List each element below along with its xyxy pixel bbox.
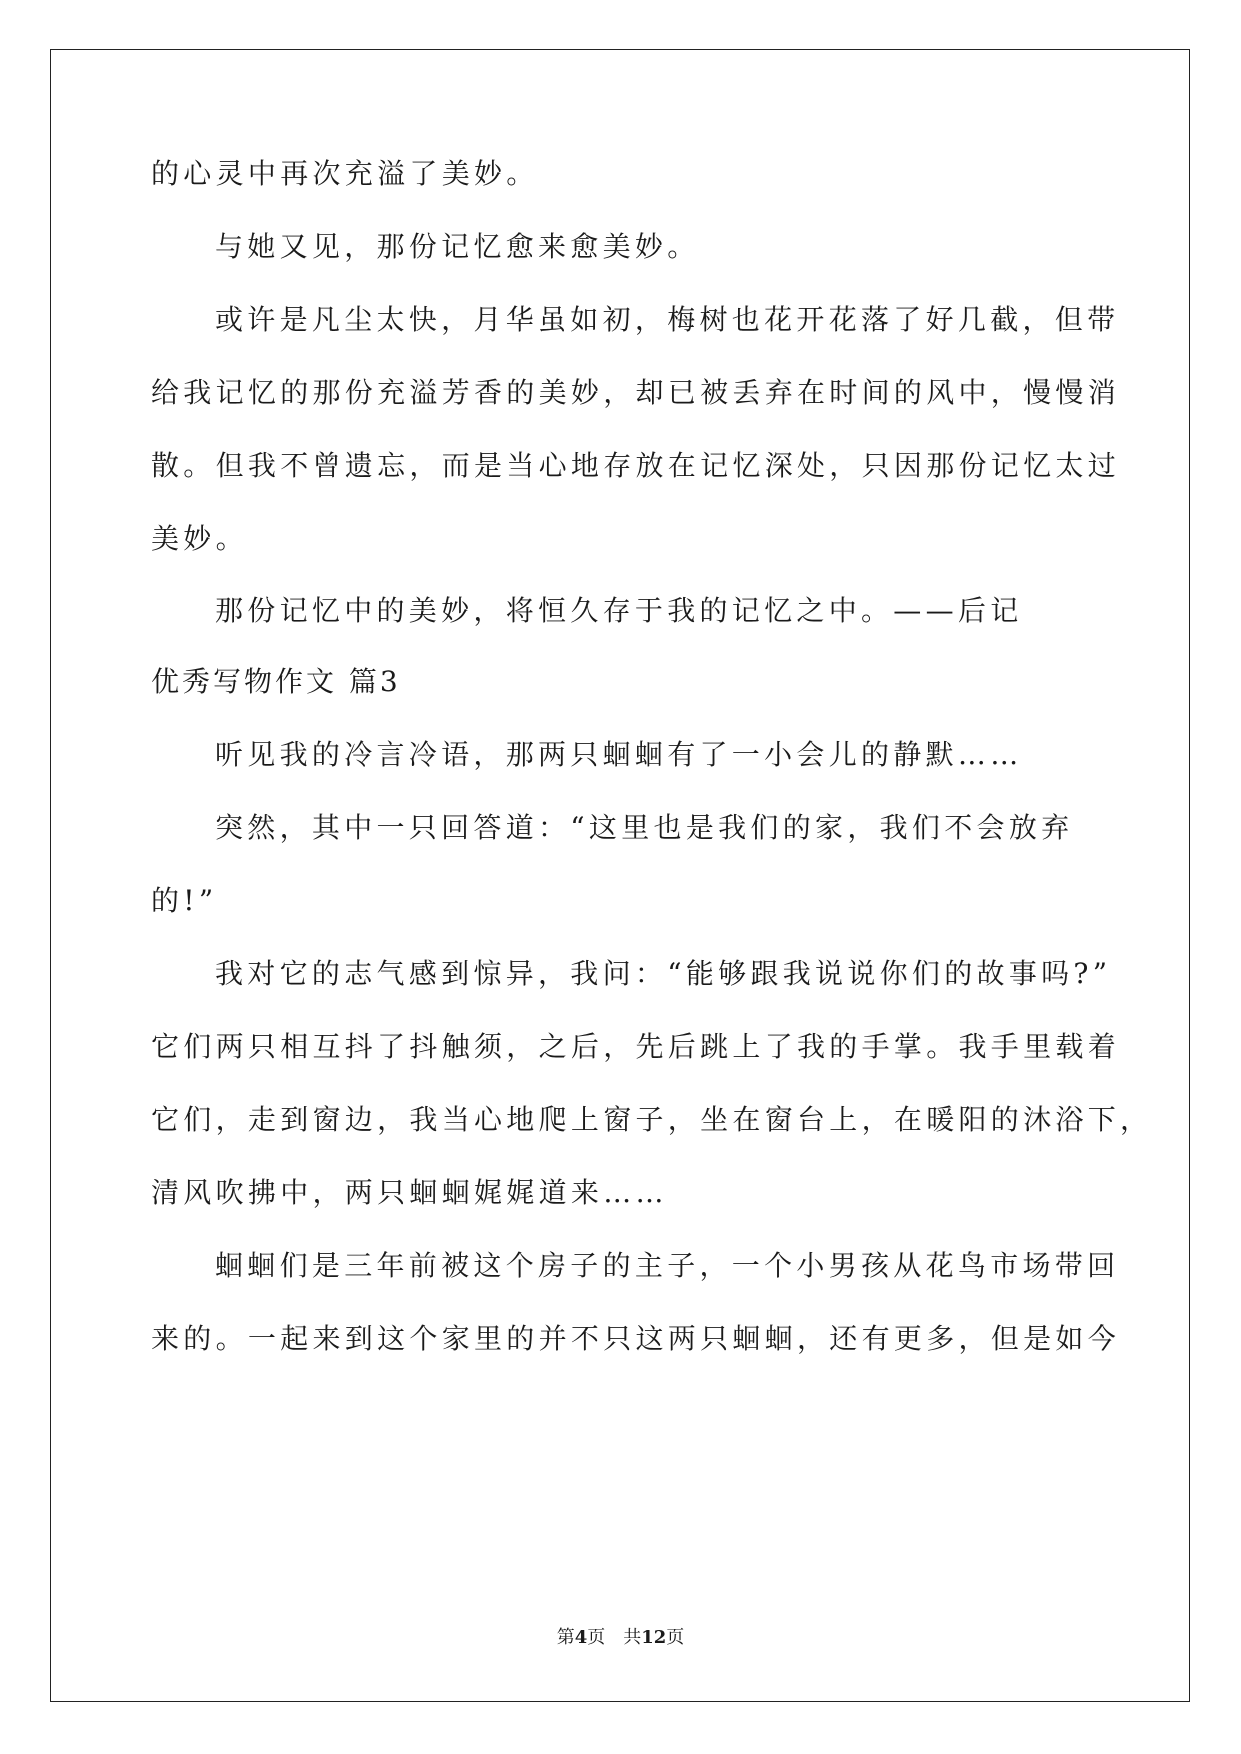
text-line: 的!” [151, 884, 218, 917]
text-line: 的心灵中再次充溢了美妙。 [151, 157, 539, 190]
text-line: 与她又见，那份记忆愈来愈美妙。 [215, 230, 700, 263]
text-line: 它们，走到窗边，我当心地爬上窗子，坐在窗台上，在暖阳的沐浴下， [151, 1103, 1153, 1136]
text-line: 美妙。 [151, 522, 248, 555]
text-line: 那份记忆中的美妙，将恒久存于我的记忆之中。——后记 [215, 594, 1023, 627]
footer-prefix: 第 [556, 1627, 575, 1648]
text-line: 清风吹拂中，两只蛔蛔娓娓道来…… [151, 1176, 668, 1209]
text-line: 蛔蛔们是三年前被这个房子的主子，一个小男孩从花鸟市场带回 [215, 1249, 1120, 1282]
footer-suffix: 页 [666, 1627, 685, 1648]
text-line: 它们两只相互抖了抖触须，之后，先后跳上了我的手掌。我手里载着 [151, 1030, 1121, 1063]
current-page-number: 4 [574, 1627, 588, 1648]
footer-mid: 页 共 [587, 1627, 642, 1648]
page-border [50, 49, 1190, 1702]
text-line: 我对它的志气感到惊异，我问：“能够跟我说说你们的故事吗?” [215, 957, 1112, 990]
text-line: 或许是凡尘太快，月华虽如初，梅树也花开花落了好几截，但带 [215, 303, 1120, 336]
total-page-count: 12 [641, 1627, 667, 1648]
text-line: 听见我的冷言冷语，那两只蛔蛔有了一小会儿的静默…… [215, 738, 1023, 771]
text-line: 突然，其中一只回答道：“这里也是我们的家，我们不会放弃 [215, 811, 1074, 844]
text-line: 来的。一起来到这个家里的并不只这两只蛔蛔，还有更多，但是如今 [151, 1322, 1121, 1355]
section-heading: 优秀写物作文 篇3 [151, 665, 401, 698]
text-line: 给我记忆的那份充溢芳香的美妙，却已被丢弃在时间的风中，慢慢消 [151, 376, 1121, 409]
page-footer [0, 1623, 1241, 1649]
text-line: 散。但我不曾遗忘，而是当心地存放在记忆深处，只因那份记忆太过 [151, 449, 1121, 482]
